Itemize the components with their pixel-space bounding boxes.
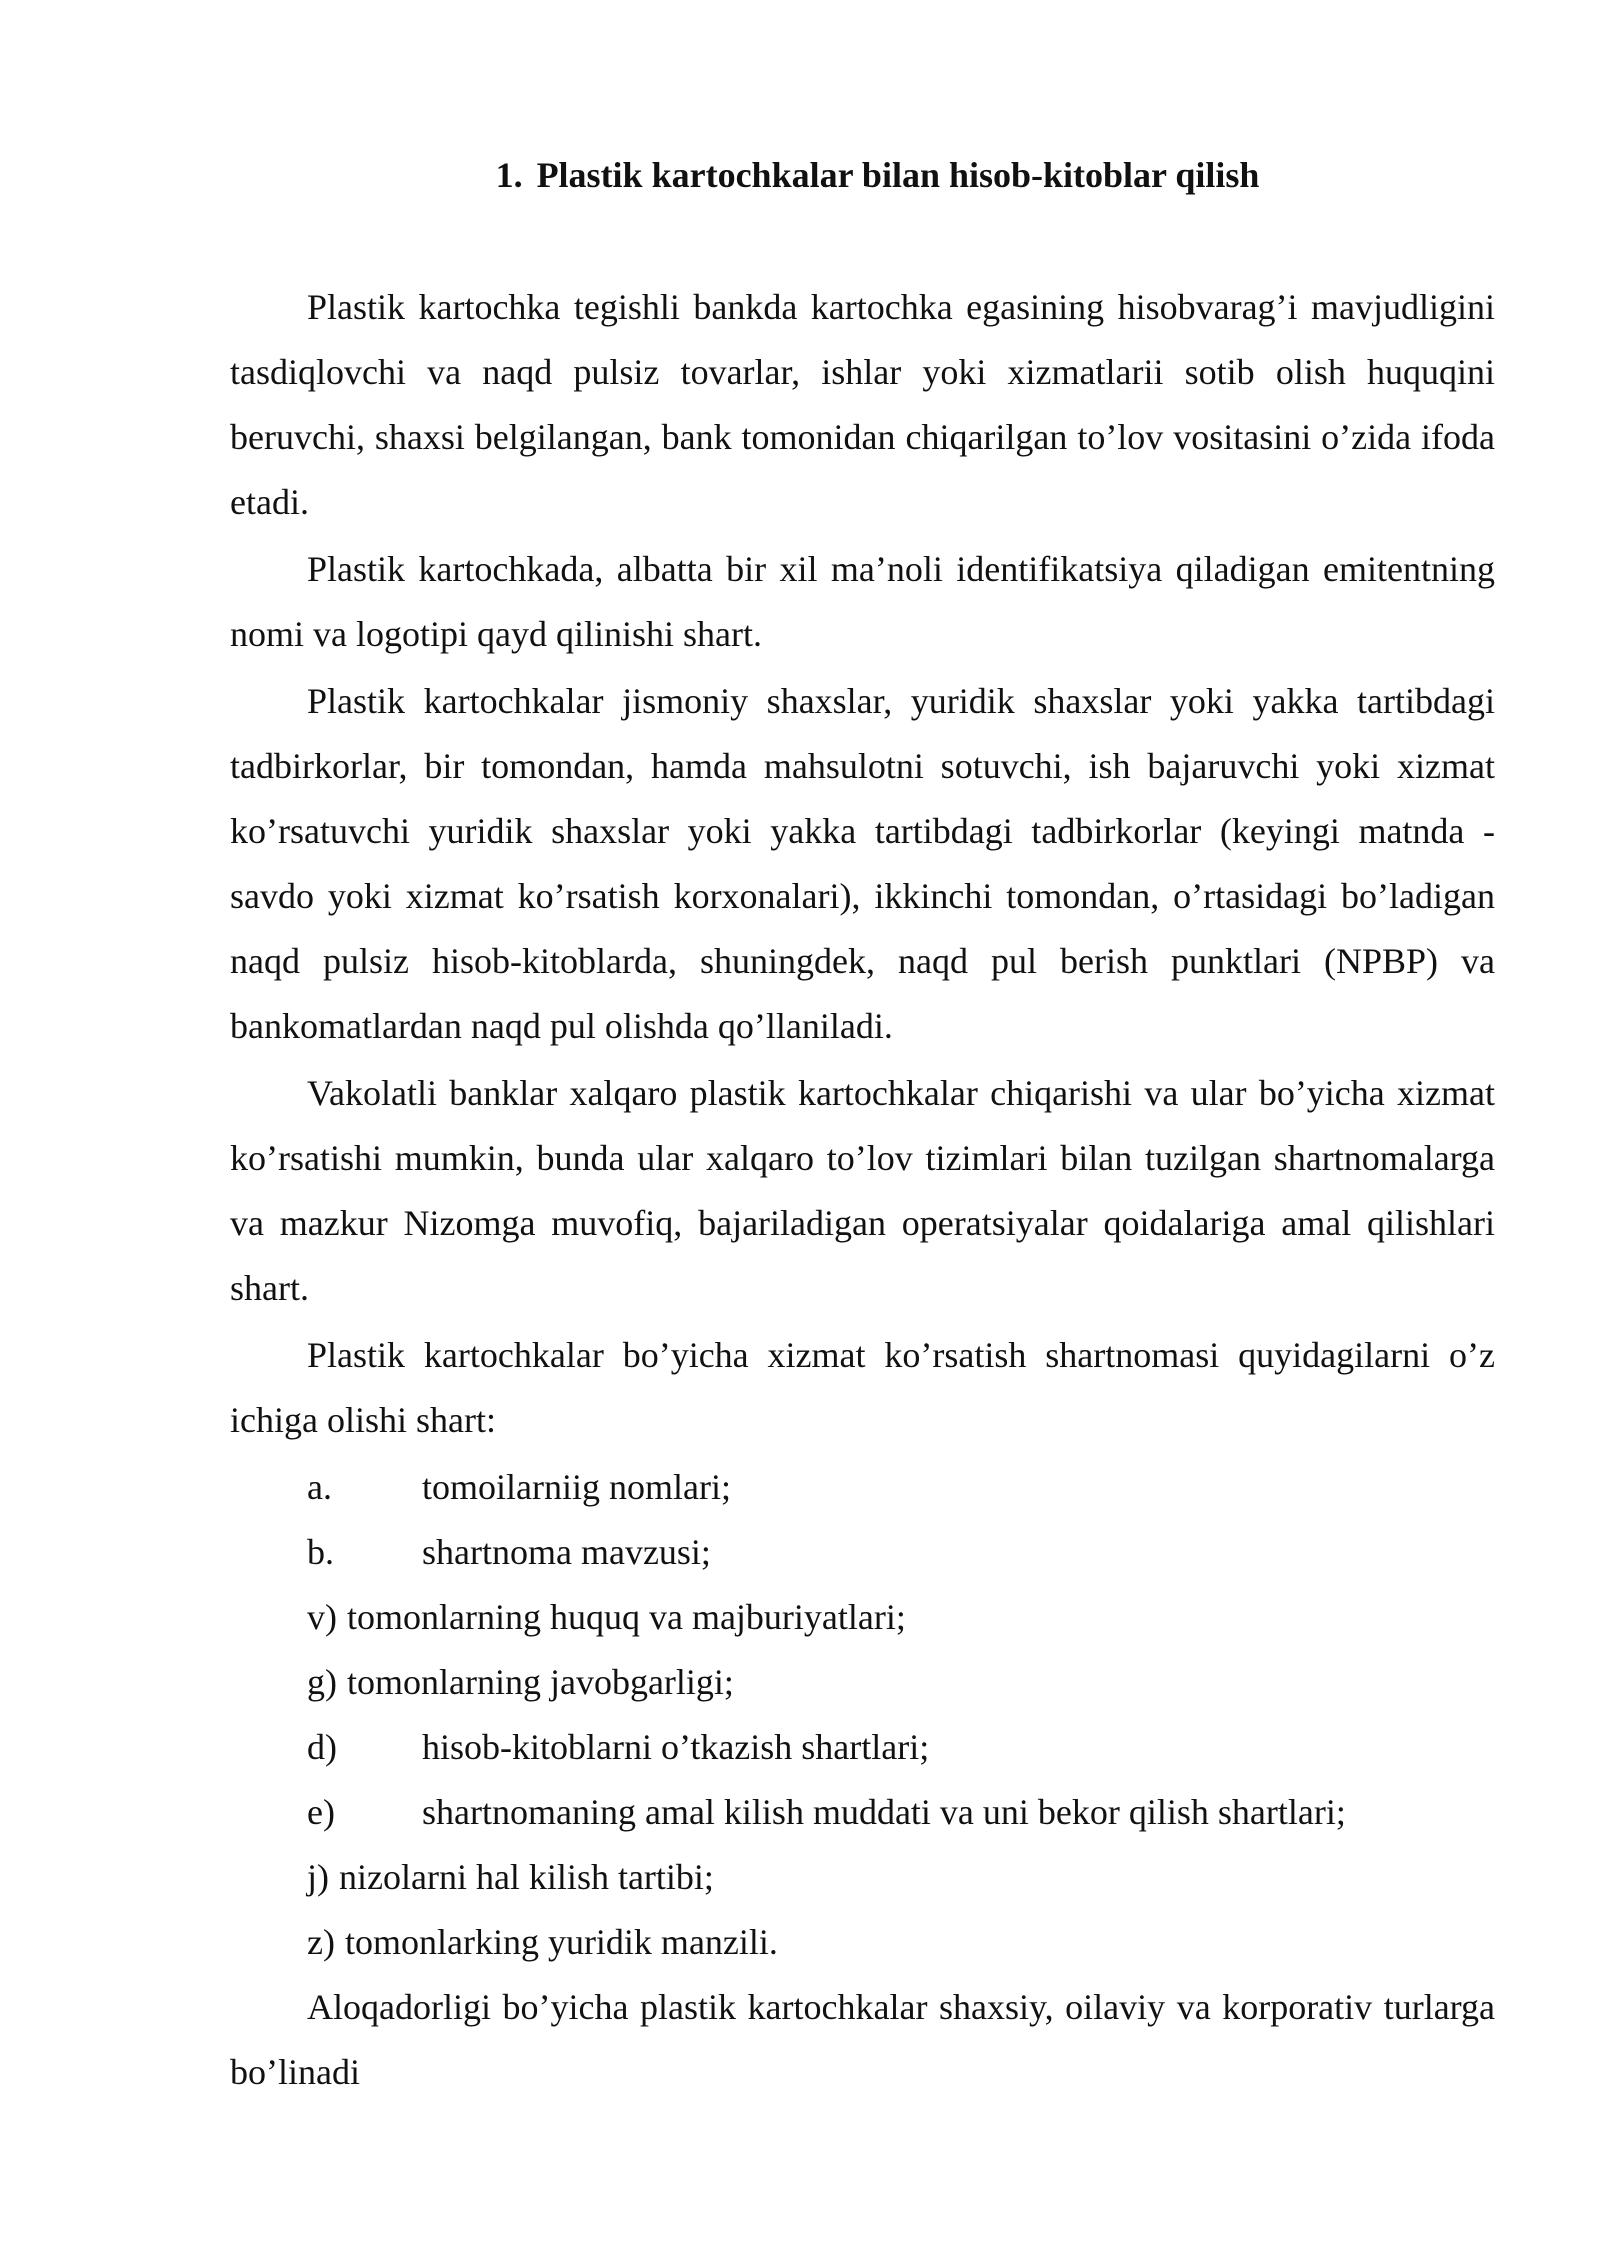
closing-paragraph: Aloqadorligi bo’yicha plastik kartochkalar shaxsiy, oilaviy va korporativ turlarga bo’linadi: [230, 1987, 1495, 2092]
list-item: [230, 1650, 1495, 1715]
page-title: [230, 150, 1495, 200]
list-marker: b.: [307, 1532, 334, 1572]
list-marker: g): [307, 1662, 337, 1702]
list-marker: d): [307, 1727, 337, 1767]
paragraph: Plastik kartochka tegishli bankda kartochka egasining hisobvarag’i mavjudligini tasdiqlovchi va naqd pulsiz tovarlar, ishlar yoki xizmatlarii sotib olish huquqini beruvchi, shaxsi belgilangan, bank tomonidan chiqarilgan to’lov vositasini o’zida ifoda etadi.: [230, 287, 1495, 522]
list-item-text: shartnoma mavzusi;: [422, 1532, 711, 1572]
list-item-text: tomonlarking yuridik manzili.: [344, 1922, 778, 1962]
list-item: [230, 1585, 1495, 1650]
list-item-text: nizolarni hal kilish tartibi;: [339, 1857, 714, 1897]
list-item: [230, 1715, 1495, 1780]
list-marker: j): [307, 1857, 329, 1897]
list-item-text: shartnomaning amal kilish muddati va uni bekor qilish shartlari;: [422, 1792, 1346, 1832]
paragraph: Plastik kartochkada, albatta bir xil ma’noli identifikatsiya qiladigan emitentning nomi va logotipi qayd qilinishi shart.: [230, 549, 1495, 654]
paragraph: Plastik kartochkalar bo’yicha xizmat ko’rsatish shartnomasi quyidagilarni o’z ichiga olishi shart:: [230, 1335, 1495, 1440]
document-page: [230, 150, 1495, 2107]
list-item-text: tomoilarniig nomlari;: [422, 1467, 731, 1507]
list-item: [230, 1780, 1495, 1845]
list-marker: e): [307, 1792, 335, 1832]
list-item-text: tomonlarning javobgarligi;: [347, 1662, 734, 1702]
list-item-text: tomonlarning huquq va majburiyatlari;: [347, 1597, 906, 1637]
title-text: Plastik kartochkalar bilan hisob-kitoblar qilish: [536, 155, 1260, 195]
list-marker: z): [307, 1922, 335, 1962]
list-marker: a.: [307, 1467, 332, 1507]
list-item: [230, 1520, 1495, 1585]
list-item: [230, 1910, 1495, 1975]
list-marker: v): [307, 1597, 337, 1637]
title-number: 1.: [495, 155, 523, 195]
paragraph: Vakolatli banklar xalqaro plastik kartochkalar chiqarishi va ular bo’yicha xizmat ko’rsatishi mumkin, bunda ular xalqaro to’lov tizimlari bilan tuzilgan shartnomalarga va mazkur Nizomga muvofiq, bajariladigan operatsiyalar qoidalariga amal qilishlari shart.: [230, 1073, 1495, 1308]
list-item: [230, 1845, 1495, 1910]
list-item-text: hisob-kitoblarni o’tkazish shartlari;: [422, 1727, 930, 1767]
list-item: [230, 1455, 1495, 1520]
paragraph: Plastik kartochkalar jismoniy shaxslar, yuridik shaxslar yoki yakka tartibdagi tadbirkorlar, bir tomondan, hamda mahsulotni sotuvchi, ish bajaruvchi yoki xizmat ko’rsatuvchi yuridik shaxslar yoki yakka tartibdagi tadbirkorlar (keyingi matnda - savdo yoki xizmat ko’rsatish korxonalari), ikkinchi tomondan, o’rtasidagi bo’ladigan naqd pulsiz hisob-kitoblarda, shuningdek, naqd pul berish punktlari (NPBP) va bankomatlardan naqd pul olishda qo’llaniladi.: [230, 681, 1495, 1046]
